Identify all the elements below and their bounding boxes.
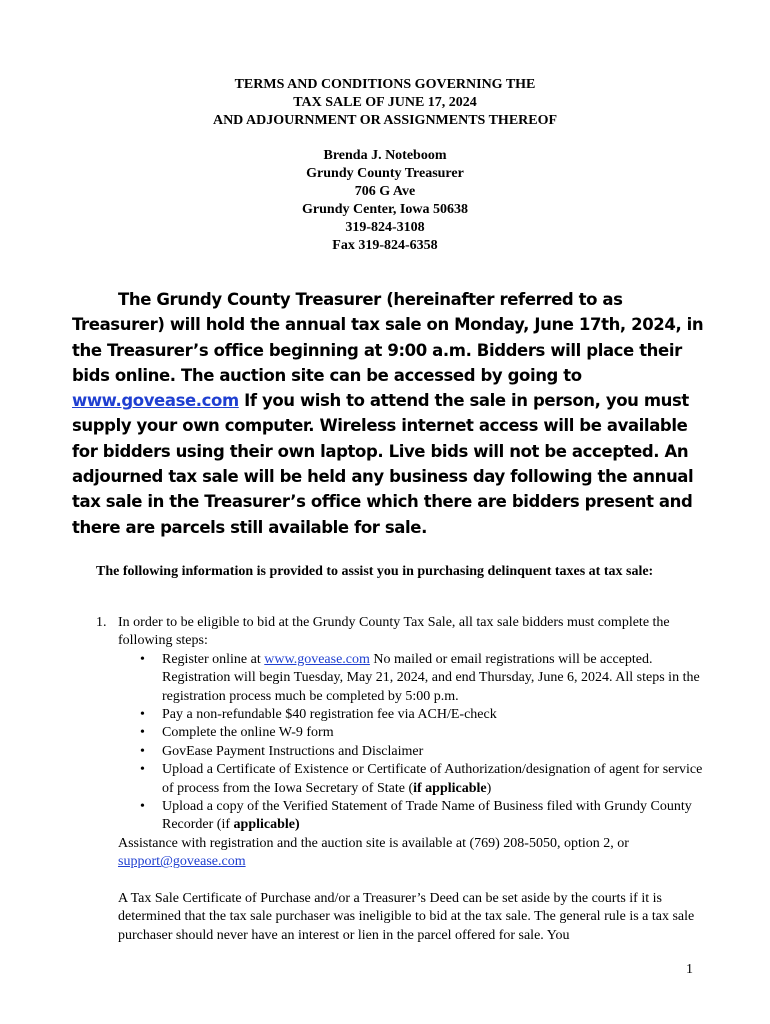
bullet-icon: • xyxy=(140,799,145,815)
step-item xyxy=(140,798,712,835)
bullet-icon: • xyxy=(140,743,145,759)
step-item xyxy=(140,724,712,742)
step-text: Upload a Certificate of Existence or Certificate of Authorization/designation of agent for service of process from the Iowa Secretary of State ( xyxy=(162,762,703,796)
street-address: 706 G Ave xyxy=(354,184,416,199)
step-text: Upload a copy of the Verified Statement of Trade Name of Business filed with Grundy County Recorder (if xyxy=(162,799,692,833)
treasurer-name: Brenda J. Noteboom xyxy=(323,148,447,163)
step-bold-text: applicable) xyxy=(233,817,300,833)
phone-number: 319-824-3108 xyxy=(345,220,425,235)
bullet-icon: • xyxy=(140,725,145,741)
steps-list xyxy=(118,651,712,835)
list-item xyxy=(72,614,712,872)
assistance-text xyxy=(118,835,712,872)
title-line: TAX SALE OF JUNE 17, 2024 xyxy=(293,95,477,110)
list-number: 1. xyxy=(96,615,107,630)
city-state-zip: Grundy Center, Iowa 50638 xyxy=(302,202,468,217)
intro-text-continued: If you wish to attend the sale in person, you must supply your own computer. Wireless internet access will be available for bidders using their own laptop. Live bids will not be accepted. An adjourned tax sale will be held any business day following the annual tax sale in the Treasurer’s office which there are bidders present and there are parcels still available for sale. xyxy=(72,391,694,537)
step-item xyxy=(140,651,712,706)
title-line: TERMS AND CONDITIONS GOVERNING THE xyxy=(234,77,536,92)
bullet-icon: • xyxy=(140,651,145,667)
step-bold-text: if applicable xyxy=(413,780,487,796)
assistance-line: Assistance with registration and the auction site is available at (769) 208-5050, option 2, or xyxy=(118,835,629,851)
document-title xyxy=(0,76,770,130)
register-link[interactable]: www.govease.com xyxy=(264,651,370,667)
numbered-list xyxy=(72,614,712,945)
eligibility-intro: In order to be eligible to bid at the Grundy County Tax Sale, all tax sale bidders must complete the following steps: xyxy=(118,615,670,649)
support-email-link[interactable]: support@govease.com xyxy=(118,854,246,870)
bullet-icon: • xyxy=(140,762,145,778)
treasurer-address xyxy=(0,147,770,255)
step-text: Complete the online W-9 form xyxy=(162,725,334,741)
step-item xyxy=(140,706,712,724)
govease-link[interactable]: www.govease.com xyxy=(72,391,239,411)
page-number: 1 xyxy=(686,962,693,977)
step-item xyxy=(140,743,712,761)
certificate-paragraph: A Tax Sale Certificate of Purchase and/or a Treasurer’s Deed can be set aside by the courts if it is determined that the tax sale purchaser was ineligible to bid at the tax sale. The general rule is a tax sale purchaser should never have an interest or lien in the parcel offered for sale. You xyxy=(118,890,695,943)
treasurer-office: Grundy County Treasurer xyxy=(306,166,464,181)
fax-number: Fax 319-824-6358 xyxy=(332,238,438,253)
step-text: Register online at xyxy=(162,651,265,667)
step-text: GovEase Payment Instructions and Disclaimer xyxy=(162,743,424,759)
intro-paragraph xyxy=(72,287,712,540)
step-item xyxy=(140,761,712,798)
step-text: Pay a non-refundable $40 registration fee via ACH/E-check xyxy=(162,707,497,723)
title-line: AND ADJOURNMENT OR ASSIGNMENTS THEREOF xyxy=(212,113,558,128)
bullet-icon: • xyxy=(140,707,145,723)
info-heading: The following information is provided to assist you in purchasing delinquent taxes at tax sale: xyxy=(96,564,654,579)
intro-text: The Grundy County Treasurer (hereinafter referred to as Treasurer) will hold the annual tax sale on Monday, June 17th, 2024, in the Treasurer’s office beginning at 9:00 a.m. Bidders will place their bids online. The auction site can be accessed by going to xyxy=(72,290,704,385)
step-text: ) xyxy=(486,780,492,796)
list-item-body xyxy=(118,614,712,872)
step-text: No mailed or email registrations will be accepted. Registration will begin Tuesday, May 21, 2024, and end Thursday, June 6, 2024. All steps in the registration process much be completed by 5:00 p.m. xyxy=(162,651,700,704)
